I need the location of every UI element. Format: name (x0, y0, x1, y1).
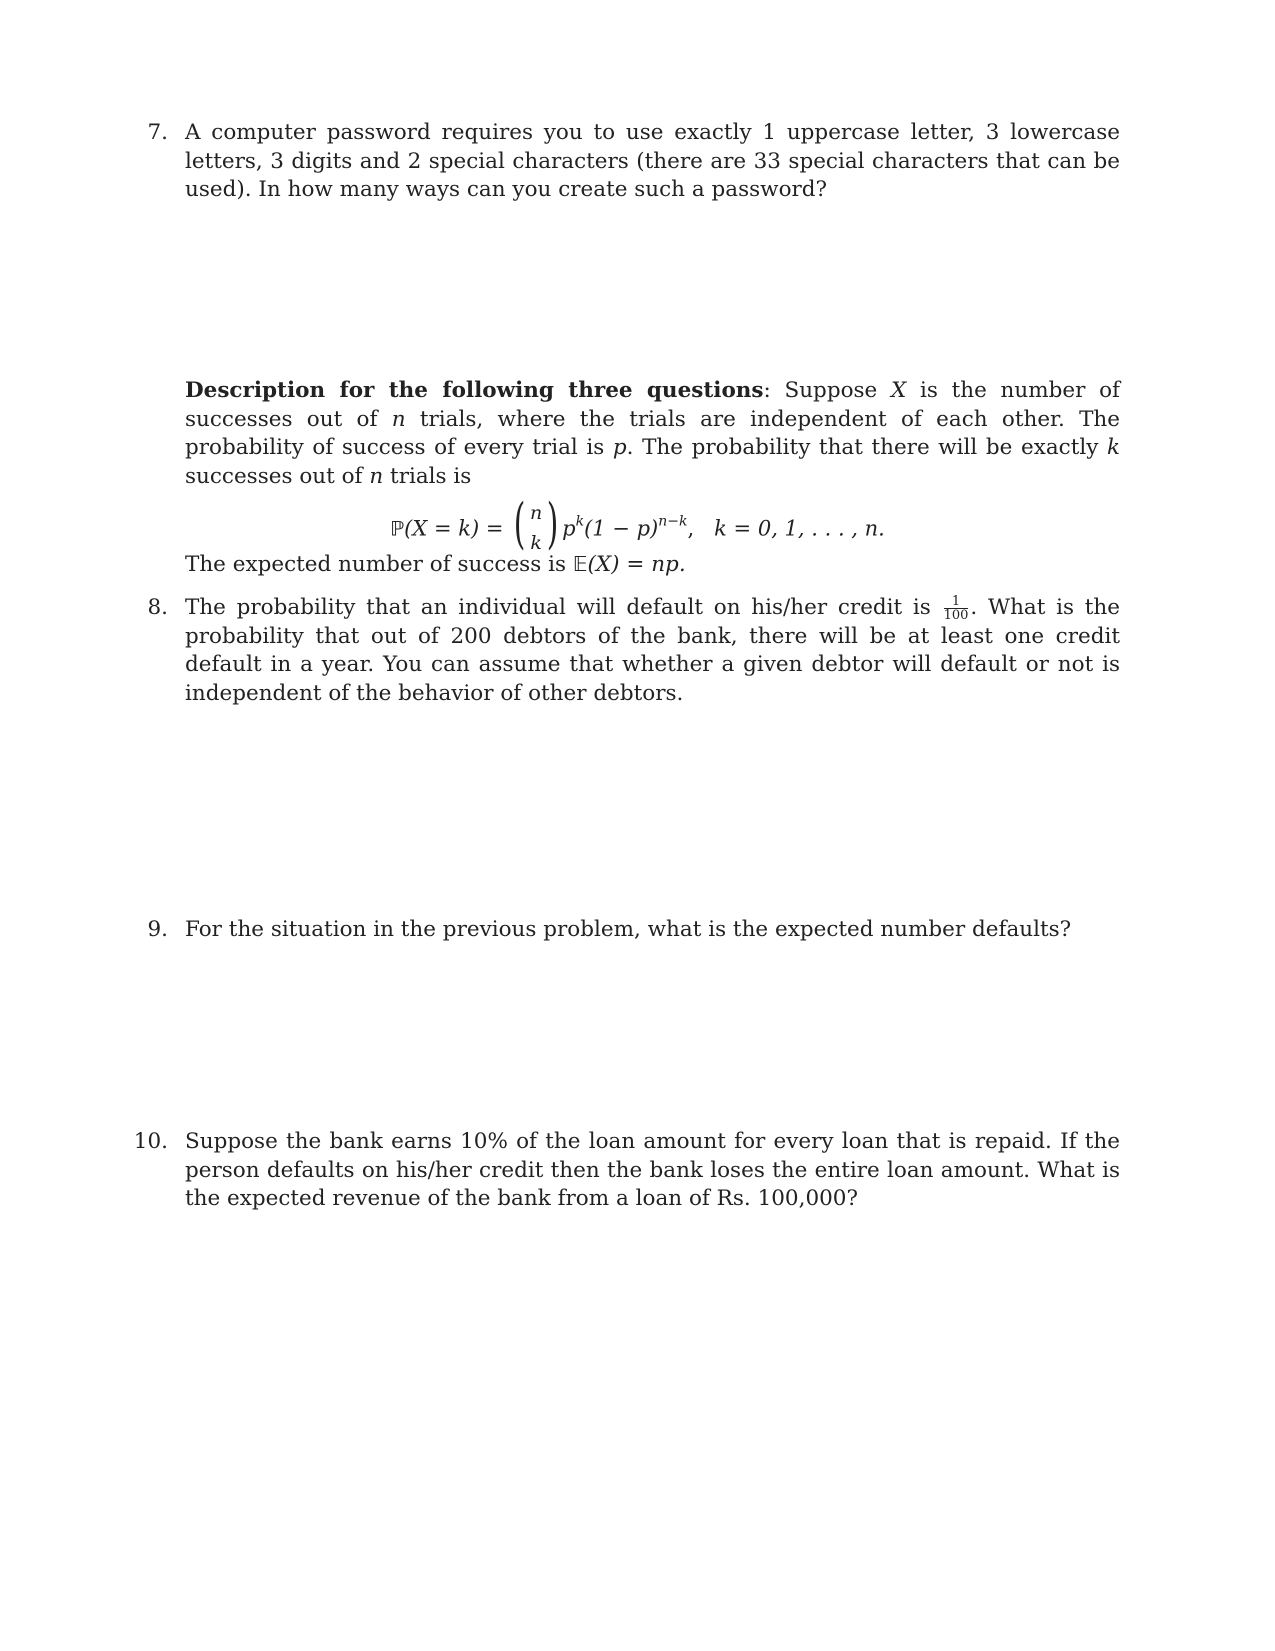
question-number: 10. (133, 1129, 168, 1154)
description-text: trials is (383, 463, 472, 489)
formula-range: k = 0, 1, . . . , n. (714, 516, 885, 541)
description-paragraph (185, 377, 1120, 491)
question-8-text-end: . What is the probability that out of 200 debtors of the bank, there will be at least one credit default in a year. You can assume that whether a given debtor will default or not is independent of the behavior of other debtors. (185, 595, 1120, 706)
question-7-text: A computer password requires you to use exactly 1 uppercase letter, 3 lowercase letters, 3 digits and 2 special characters (there are 33 special characters that can be used). In how many ways can you create such a password? (185, 120, 1120, 202)
binom-bottom: k (530, 532, 542, 554)
variable-n: n (369, 463, 384, 489)
description-text: is the number of successes out of (185, 378, 1120, 432)
formula-lhs: (X = k) = (404, 516, 504, 541)
variable-x: X (891, 378, 907, 403)
expected-text: The expected number of success is (185, 552, 573, 577)
description-text: trials, where the trials are independent of each other. The probability of success of every trial is (185, 406, 1120, 460)
expectation-symbol: 𝔼 (572, 552, 588, 576)
expected-value-line (185, 550, 1120, 580)
description-text: . The probability that there will be exactly (626, 435, 1107, 460)
formula-comma: , (687, 516, 695, 541)
question-9-text: For the situation in the previous problem, what is the expected number defaults? (185, 917, 1072, 942)
formula-p-exponent: k (575, 513, 585, 530)
description-text: successes out of (185, 463, 370, 489)
fraction (944, 595, 969, 622)
expected-formula: (X) = np. (587, 552, 686, 577)
formula-one-minus-p: (1 − p) (584, 516, 659, 541)
formula-p: p (562, 516, 576, 541)
formula-n-minus-k-exponent: n−k (658, 513, 688, 530)
question-8-text-start: The probability that an individual will default on his/her credit is (185, 595, 931, 620)
question-10-text: Suppose the bank earns 10% of the loan amount for every loan that is repaid. If the person defaults on his/her credit then the bank loses the entire loan amount. What is the expected revenue of the bank from a loan of Rs. 100,000? (185, 1129, 1120, 1211)
description-heading: Description for the following three questions (185, 378, 764, 403)
question-number: 9. (147, 917, 168, 942)
fraction-numerator: 1 (944, 595, 969, 609)
question-number: 7. (147, 120, 168, 145)
fraction-denominator: 100 (943, 607, 969, 623)
description-text: : Suppose (763, 378, 891, 403)
variable-n: n (391, 406, 406, 432)
question-8-text (185, 594, 1120, 708)
question-number: 8. (147, 595, 168, 620)
binom-top: n (530, 502, 543, 524)
binomial-coefficient: ( n k ) (513, 492, 559, 555)
probability-symbol: ℙ (390, 516, 405, 541)
variable-p: p (612, 435, 627, 460)
variable-k: k (1106, 435, 1120, 460)
